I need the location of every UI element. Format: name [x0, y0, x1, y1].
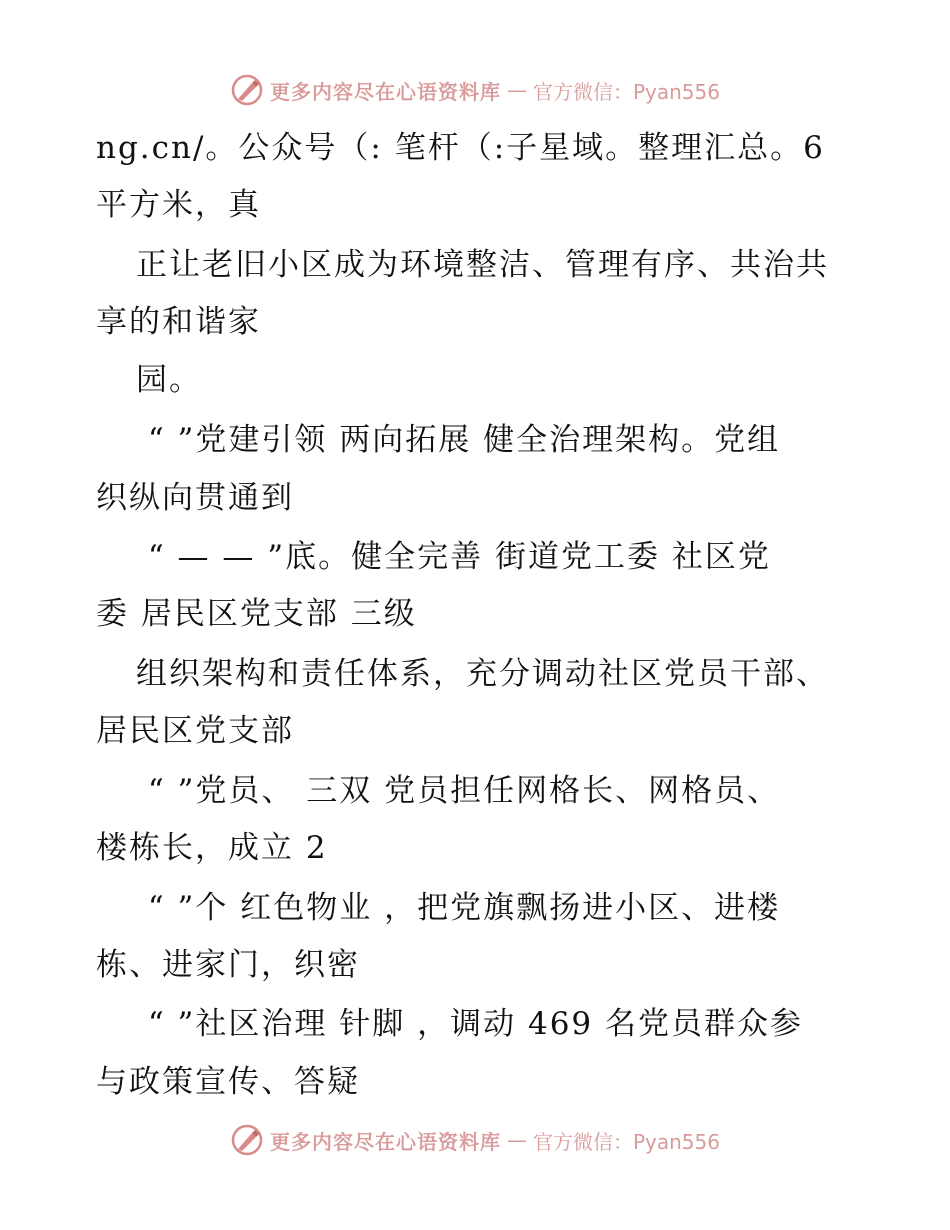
watermark-separator: —: [506, 78, 527, 102]
text-line: 楼栋长，成立 2: [96, 830, 328, 866]
text-line: 织纵向贯通到: [96, 480, 294, 516]
text-line: ng.cn/。公众号（: 笔杆（:子星域。整理汇总。6: [96, 130, 825, 166]
text-line: “ ”党员、 三双 党员担任网格长、网格员、: [136, 773, 781, 809]
watermark-footer: [0, 1120, 950, 1160]
text-line: 栋、进家门，织密: [96, 947, 360, 983]
pen-logo-icon: [230, 73, 264, 107]
text-line: 正让老旧小区成为环境整洁、管理有序、共治共: [136, 247, 829, 283]
text-line: “ ”个 红色物业 ，把党旗飘扬进小区、进楼: [136, 890, 781, 926]
text-line: 享的和谐家: [96, 304, 261, 340]
text-line: “ — — ”底。健全完善 街道党工委 社区党: [136, 539, 771, 575]
text-line: 组织架构和责任体系，充分调动社区党员干部、: [136, 656, 829, 692]
watermark-wechat: 官方微信：Pyan556: [532, 79, 720, 104]
text-line: 委 居民区党支部 三级: [96, 596, 417, 632]
pen-logo-icon: [230, 1123, 264, 1157]
text-line: 居民区党支部: [96, 713, 294, 749]
text-line: 与政策宣传、答疑: [96, 1064, 360, 1100]
text-line: “ ”党建引领 两向拓展 健全治理架构。党组: [136, 422, 781, 458]
text-line: “ ”社区治理 针脚 ，调动 469 名党员群众参: [136, 1006, 803, 1042]
watermark-wechat: 官方微信：Pyan556: [532, 1129, 720, 1154]
watermark-text: 更多内容尽在心语资料库: [269, 79, 501, 104]
text-line: 平方米，真: [96, 187, 261, 223]
watermark-separator: —: [506, 1128, 527, 1152]
watermark-text: 更多内容尽在心语资料库: [269, 1129, 501, 1154]
watermark-header: [0, 70, 950, 110]
text-line: 园。: [136, 362, 202, 398]
